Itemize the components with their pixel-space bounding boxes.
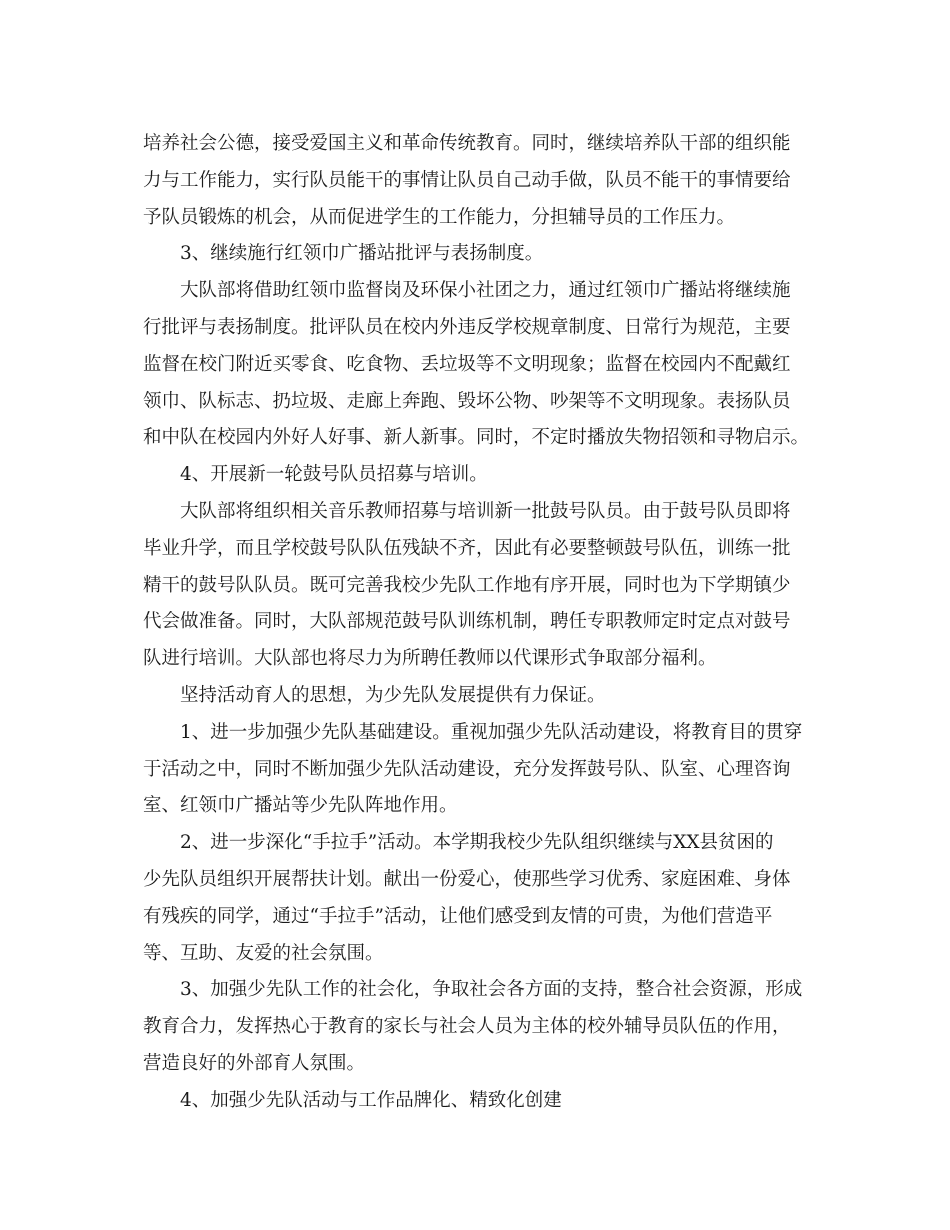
paragraph <box>143 273 811 457</box>
text-line: 领巾、队标志、扔垃圾、走廊上奔跑、毁坏公物、吵架等不文明现象。表扬队员 <box>143 390 791 412</box>
paragraph <box>143 972 811 1082</box>
text-line: 3、继续施行红领巾广播站批评与表扬制度。 <box>180 243 544 265</box>
paragraph <box>143 715 811 825</box>
paragraph <box>143 1083 811 1120</box>
paragraph <box>143 126 811 236</box>
paragraph <box>143 457 811 494</box>
paragraph <box>143 236 811 273</box>
text-line: 大队部将借助红领巾监督岗及环保小社团之力，通过红领巾广播站将继续施 <box>180 280 791 302</box>
text-line: 精干的鼓号队队员。既可完善我校少先队工作地有序开展，同时也为下学期镇少 <box>143 574 791 596</box>
text-line: 1、进一步加强少先队基础建设。重视加强少先队活动建设，将教育目的贯穿 <box>180 721 803 743</box>
text-line: 4、开展新一轮鼓号队员招募与培训。 <box>180 464 488 486</box>
text-line: 行批评与表扬制度。批评队员在校内外违反学校规章制度、日常行为规范，主要 <box>143 316 791 338</box>
text-line: 3、加强少先队工作的社会化，争取社会各方面的支持，整合社会资源，形成 <box>180 979 803 1001</box>
paragraph <box>143 494 811 678</box>
paragraph <box>143 825 811 972</box>
text-line: 4、加强少先队活动与工作品牌化、精致化创建 <box>180 1089 562 1111</box>
text-line: 大队部将组织相关音乐教师招募与培训新一批鼓号队员。由于鼓号队员即将 <box>180 500 791 522</box>
text-line: 营造良好的外部育人氛围。 <box>143 1052 366 1074</box>
document-body <box>143 126 811 1120</box>
text-line: 于活动之中，同时不断加强少先队活动建设，充分发挥鼓号队、队室、心理咨询 <box>143 758 791 780</box>
text-line: 和中队在校园内外好人好事、新人新事。同时，不定时播放失物招领和寻物启示。 <box>143 427 810 449</box>
text-line: 等、互助、友爱的社会氛围。 <box>143 942 384 964</box>
text-line: 培养社会公德，接受爱国主义和革命传统教育。同时，继续培养队干部的组织能 <box>143 133 791 154</box>
text-line: 代会做准备。同时，大队部规范鼓号队训练机制，聘任专职教师定时定点对鼓号 <box>143 611 791 633</box>
text-line: 2、进一步深化“手拉手”活动。本学期我校少先队组织继续与XX县贫困的 <box>180 832 774 854</box>
text-line: 予队员锻炼的机会，从而促进学生的工作能力，分担辅导员的工作压力。 <box>143 206 736 228</box>
text-line: 坚持活动育人的思想，为少先队发展提供有力保证。 <box>180 684 606 706</box>
text-line: 少先队员组织开展帮扶计划。献出一份爱心，使那些学习优秀、家庭困难、身体 <box>143 868 791 890</box>
text-line: 监督在校门附近买零食、吃食物、丢垃圾等不文明现象；监督在校园内不配戴红 <box>143 353 791 375</box>
text-line: 力与工作能力，实行队员能干的事情让队员自己动手做，队员不能干的事情要给 <box>143 169 791 191</box>
text-line: 有残疾的同学，通过“手拉手”活动，让他们感受到友情的可贵，为他们营造平 <box>143 905 773 927</box>
paragraph <box>143 678 811 715</box>
text-line: 室、红领巾广播站等少先队阵地作用。 <box>143 795 458 817</box>
text-line: 队进行培训。大队部也将尽力为所聘任教师以代课形式争取部分福利。 <box>143 648 717 670</box>
text-line: 教育合力，发挥热心于教育的家长与社会人员为主体的校外辅导员队伍的作用， <box>143 1016 791 1038</box>
text-line: 毕业升学，而且学校鼓号队队伍残缺不齐，因此有必要整顿鼓号队伍，训练一批 <box>143 537 791 559</box>
